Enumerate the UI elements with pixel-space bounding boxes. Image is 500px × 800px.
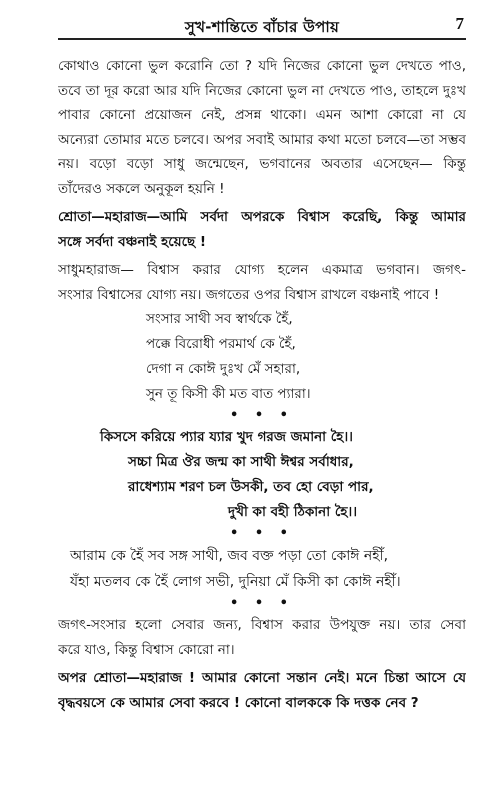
text-line: জগৎ-সংসার হলো সেবার জন্য, বিশ্বাস করার উপযুক্ত নয়। তার সেবা [58, 617, 466, 633]
text-line: কোথাও কোনো ভুল করোনি তো ? যদি নিজের কোনো ভুল দেখতে পাও, [58, 58, 466, 74]
book-page [58, 0, 466, 800]
section-separator: • • • [230, 526, 294, 541]
section-separator: • • • [230, 596, 294, 611]
text-line: সাধুমহারাজ— বিশ্বাস করার যোগ্য হলেন একমাত্র ভগবান। জগৎ- [58, 262, 466, 278]
verse-block-3 [58, 543, 466, 595]
verse-line: সংসার সাথী সব স্বার্থকে হৈঁ, [146, 311, 293, 327]
verse-block-1 [58, 307, 466, 407]
text-line: তবে তা দূর করো আর যদি নিজের কোনো ভুল না দেখতে পাও, তাহলে দুঃখ [58, 82, 466, 99]
running-title: সুখ-শান্তিতে বাঁচার উপায় [184, 18, 340, 36]
verse-block-2 [58, 425, 466, 525]
verse-line: পক্কে বিরোধী পরমার্থ কে হৈঁ, [146, 336, 296, 352]
verse-line: কিসসে করিয়ে প্যার য্যার খুদ গরজ জমানা হৈ।। [100, 429, 354, 445]
text-line: সংসার বিশ্বাসের যোগ্য নয়। জগতের ওপর বিশ্বাস রাখলে বঞ্চনাই পাবে ! [58, 286, 440, 303]
verse-line: সচ্চা মিত্র ঔর জন্ম কা সাথী ঈশ্বর সর্বাধার, [128, 454, 354, 470]
text-line: বৃদ্ধবয়সে কে আমার সেবা করবে ! কোনো বালককে কি দত্তক নেব ? [58, 694, 419, 711]
paragraph-2 [58, 613, 466, 662]
page-body [58, 54, 466, 715]
text-line: তাঁদেরও সকলে অনুকূল হয়নি ! [58, 180, 225, 197]
text-line: করে যাও, কিন্তু বিশ্বাস কোরো না। [58, 641, 235, 658]
verse-line: সুন তূ কিসী কী মত বাত প্যারা। [146, 386, 311, 402]
paragraph-1 [58, 54, 466, 201]
sadhu-answer-1 [58, 258, 466, 307]
verse-line: রাধেশ্যাম শরণ চল উসকী, তব হো বেড়া পার, [128, 479, 374, 495]
text-line: শ্রোতা—মহারাজ—আমি সর্বদা অপরকে বিশ্বাস করেছি, কিন্তু আমার [58, 209, 466, 225]
verse-line: দুখী কা বহী ঠিকানা হৈ।। [228, 504, 358, 520]
header-rule [58, 38, 466, 40]
text-line: নয়। বড়ো বড়ো সাধু জন্মেছেন, ভগবানের অবতার এসেছেন— কিন্তু [58, 156, 466, 172]
listener-question-2 [58, 666, 466, 715]
page-number: 7 [455, 14, 464, 33]
text-line: অন্যেরা তোমার মতে চলবে। অপর সবাই আমার কথা মতো চলবে—তা সম্ভব [58, 131, 466, 148]
text-line: সঙ্গে সর্বদা বঞ্চনাই হয়েছে ! [58, 233, 207, 250]
verse-line: যঁহা মতলব কে হৈঁ লোগ সভী, দুনিয়া মেঁ কিসী কা কোঈ নহীঁ। [70, 574, 401, 590]
text-line: পাবার কোনো প্রয়োজন নেই, প্রসন্ন থাকো। এমন আশা কোরো না যে [58, 107, 466, 123]
verse-line: আরাম কে হৈঁ সব সঙ্গ সাথী, জব বক্ত পড়া তো কোঈ নহীঁ, [70, 548, 389, 564]
section-separator: • • • [230, 408, 294, 423]
verse-line: দেগা ন কোঈ দুঃখ মেঁ সহারা, [146, 361, 301, 377]
text-line: অপর শ্রোতা—মহারাজ ! আমার কোনো সন্তান নেই। মনে চিন্তা আসে যে [58, 670, 466, 686]
listener-question-1 [58, 205, 466, 254]
